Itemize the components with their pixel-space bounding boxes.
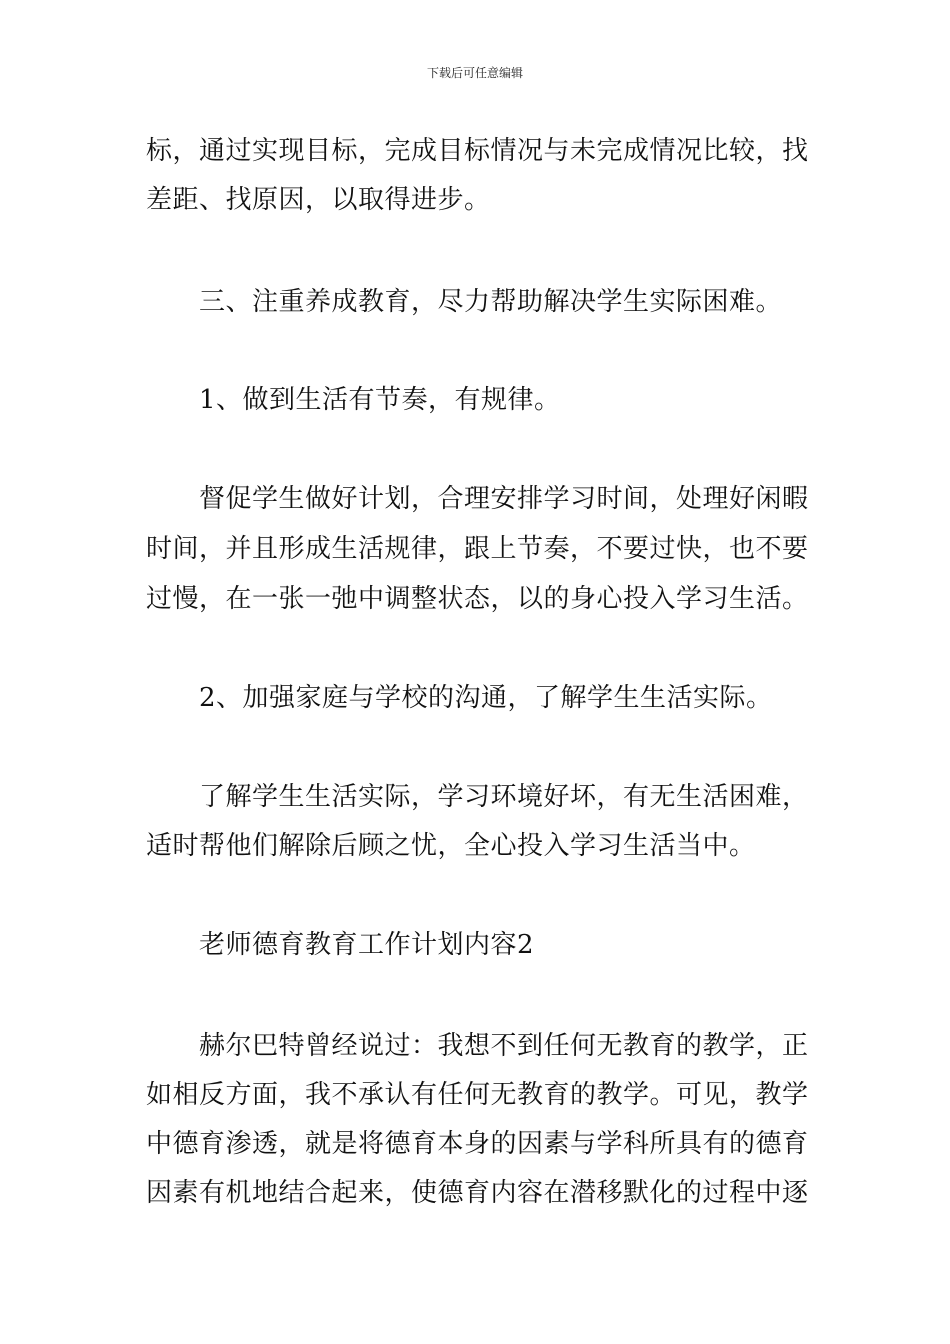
document-subtitle: 老师德育教育工作计划内容2 [146,930,535,960]
text-line: 如相反方面，我不承认有任何无教育的教学。可见，教学 [146,1080,809,1110]
text-line: 过慢，在一张一弛中调整状态，以的身心投入学习生活。 [146,584,809,614]
text-line: 适时帮他们解除后顾之忧，全心投入学习生活当中。 [146,831,756,861]
text-line: 了解学生生活实际，学习环境好坏，有无生活困难， [146,782,809,812]
page-header-note: 下载后可任意编辑 [426,66,523,80]
text-line: 时间，并且形成生活规律，跟上节奏，不要过快，也不要 [146,534,809,564]
text-line: 差距、找原因，以取得进步。 [146,185,491,215]
subsection-heading: 2、加强家庭与学校的沟通，了解学生生活实际。 [146,683,773,713]
text-line: 因素有机地结合起来，使德育内容在潜移默化的过程中逐 [146,1178,809,1208]
text-line: 标，通过实现目标，完成目标情况与未完成情况比较，找 [146,136,809,166]
text-line: 中德育渗透，就是将德育本身的因素与学科所具有的德育 [146,1129,809,1159]
text-line: 赫尔巴特曾经说过：我想不到任何无教育的教学，正 [146,1031,809,1061]
section-heading: 三、注重养成教育，尽力帮助解决学生实际困难。 [146,287,783,317]
text-line: 督促学生做好计划，合理安排学习时间，处理好闲暇 [146,484,809,514]
subsection-heading: 1、做到生活有节奏，有规律。 [146,385,561,415]
